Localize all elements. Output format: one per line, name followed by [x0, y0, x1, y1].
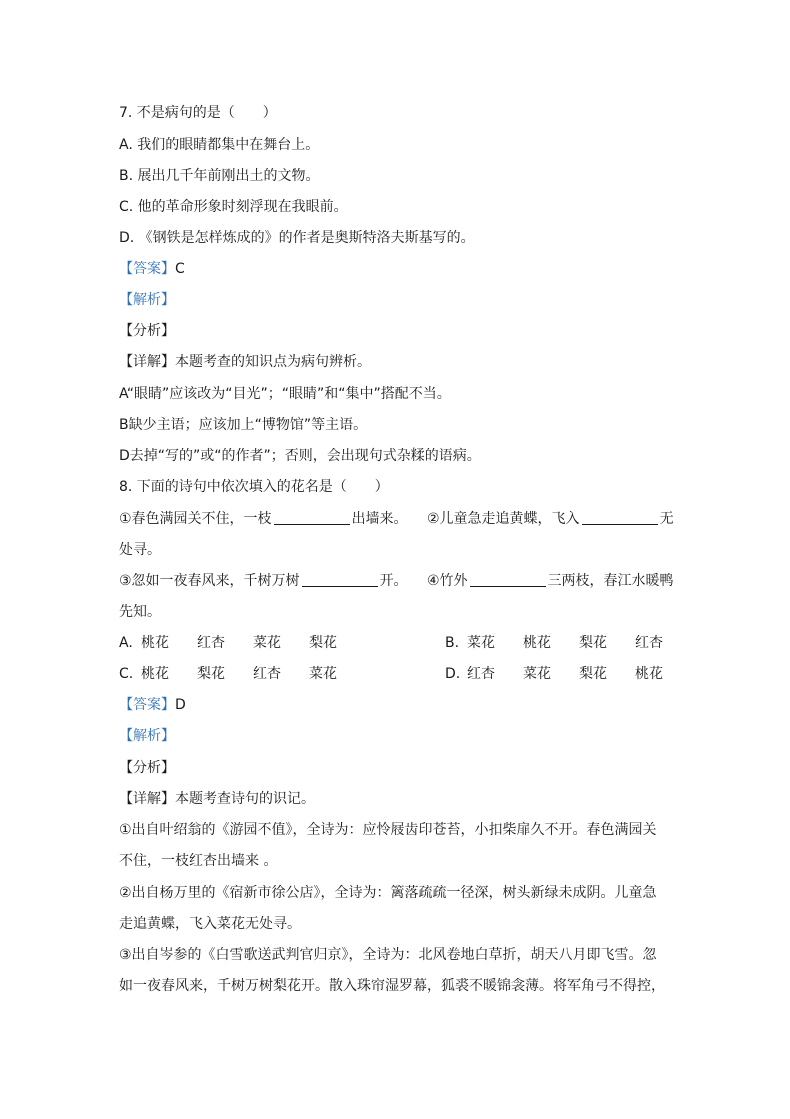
option-word: 桃花 [523, 635, 551, 651]
poem-text: ①春色满园关不住，一枝 [119, 511, 272, 527]
fill-blank [470, 572, 546, 587]
poem-text: ③忽如一夜春风来，千树万树 [119, 573, 300, 589]
poem-text: 开。 [379, 573, 408, 589]
detail-text: 本题考查的知识点为病句辨析。 [175, 354, 371, 370]
option-word: 菜花 [253, 635, 281, 651]
option-word: 红杏 [253, 666, 281, 682]
option-word: 梨花 [197, 666, 225, 682]
q8-jiexi-tag: 【解析】 [119, 728, 175, 744]
q8-poem-4-cont: 先知。 [119, 604, 161, 620]
answer-tag: 【答案】 [119, 261, 175, 277]
q8-explain-line: 如一夜春风来，千树万树梨花开。散入珠帘湿罗幕，狐裘不暖锦衾薄。将军角弓不得控， [119, 978, 665, 994]
q8-poem-1 [119, 509, 408, 529]
option-word: 红杏 [635, 635, 663, 651]
q8-fenxi-tag: 【分析】 [119, 760, 175, 776]
q7-explain-line: A“眼睛”应该改为“目光”；“眼睛”和“集中”搭配不当。 [119, 386, 451, 402]
answer-tag: 【答案】 [119, 697, 175, 713]
q7-detail [119, 352, 371, 372]
fill-blank [582, 510, 658, 525]
option-word: 梨花 [579, 635, 607, 651]
q7-fenxi-tag: 【分析】 [119, 323, 175, 339]
q7-explain-line: D去掉“写的”或“的作者”；否则，会出现句式杂糅的语病。 [119, 448, 481, 464]
detail-tag: 【详解】 [119, 791, 175, 807]
fill-blank [302, 572, 378, 587]
option-word: 梨花 [309, 635, 337, 651]
q8-poem-2 [427, 509, 674, 529]
q7-jiexi-tag: 【解析】 [119, 292, 175, 308]
q7-option-a: A. 我们的眼睛都集中在舞台上。 [119, 137, 320, 153]
q8-option-d [445, 664, 663, 684]
q8-stem: 8. 下面的诗句中依次填入的花名是（ ） [119, 479, 389, 495]
q7-answer [119, 259, 185, 279]
option-letter: D. [445, 666, 461, 682]
q7-option-c: C. 他的革命形象时刻浮现在我眼前。 [119, 199, 348, 215]
option-word: 梨花 [579, 666, 607, 682]
option-word: 菜花 [523, 666, 551, 682]
option-letter: C. [119, 666, 134, 682]
q8-explain-line: ②出自杨万里的《宿新市徐公店》，全诗为：篱落疏疏一径深，树头新绿未成阴。儿童急 [119, 885, 657, 901]
q8-explain-line: ①出自叶绍翁的《游园不值》，全诗为：应怜屐齿印苍苔，小扣柴扉久不开。春色满园关 [119, 822, 657, 838]
option-word: 桃花 [141, 666, 169, 682]
q8-poem-2-cont: 处寻。 [119, 542, 161, 558]
q8-option-b [445, 633, 663, 653]
option-letter: B. [445, 635, 460, 651]
q8-poem-3 [119, 571, 408, 591]
q8-option-c [119, 664, 337, 684]
detail-text: 本题考查诗句的识记。 [175, 791, 315, 807]
answer-value: C [175, 261, 185, 277]
poem-text: 三两枝，春江水暖鸭 [547, 573, 674, 589]
fill-blank [274, 510, 350, 525]
poem-text: ②儿童急走追黄蝶，飞入 [427, 511, 580, 527]
option-word: 桃花 [141, 635, 169, 651]
option-word: 菜花 [309, 666, 337, 682]
q8-explain-line: 走追黄蝶，飞入菜花无处寻。 [119, 916, 301, 932]
q8-explain-line: 不住，一枝红杏出墙来 。 [119, 853, 278, 869]
detail-tag: 【详解】 [119, 354, 175, 370]
option-word: 桃花 [635, 666, 663, 682]
option-word: 红杏 [197, 635, 225, 651]
poem-text: ④竹外 [427, 573, 468, 589]
q8-detail [119, 789, 315, 809]
option-word: 红杏 [467, 666, 495, 682]
answer-value: D [175, 697, 186, 713]
poem-text: 出墙来。 [351, 511, 408, 527]
q8-explain-line: ③出自岑参的《白雪歌送武判官归京》，全诗为：北风卷地白草折，胡天八月即飞雪。忽 [119, 947, 657, 963]
q7-option-b: B. 展出几千年前刚出土的文物。 [119, 168, 320, 184]
q8-answer [119, 695, 186, 715]
q7-explain-line: B缺少主语；应该加上“博物馆”等主语。 [119, 417, 368, 433]
q8-poem-4 [427, 571, 674, 591]
q7-stem: 7. 不是病句的是（ ） [119, 105, 277, 121]
q7-option-d: D. 《钢铁是怎样炼成的》的作者是奥斯特洛夫斯基写的。 [119, 230, 475, 246]
poem-text: 无 [659, 511, 674, 527]
q8-option-a [119, 633, 337, 653]
option-word: 菜花 [467, 635, 495, 651]
option-letter: A. [119, 635, 133, 651]
